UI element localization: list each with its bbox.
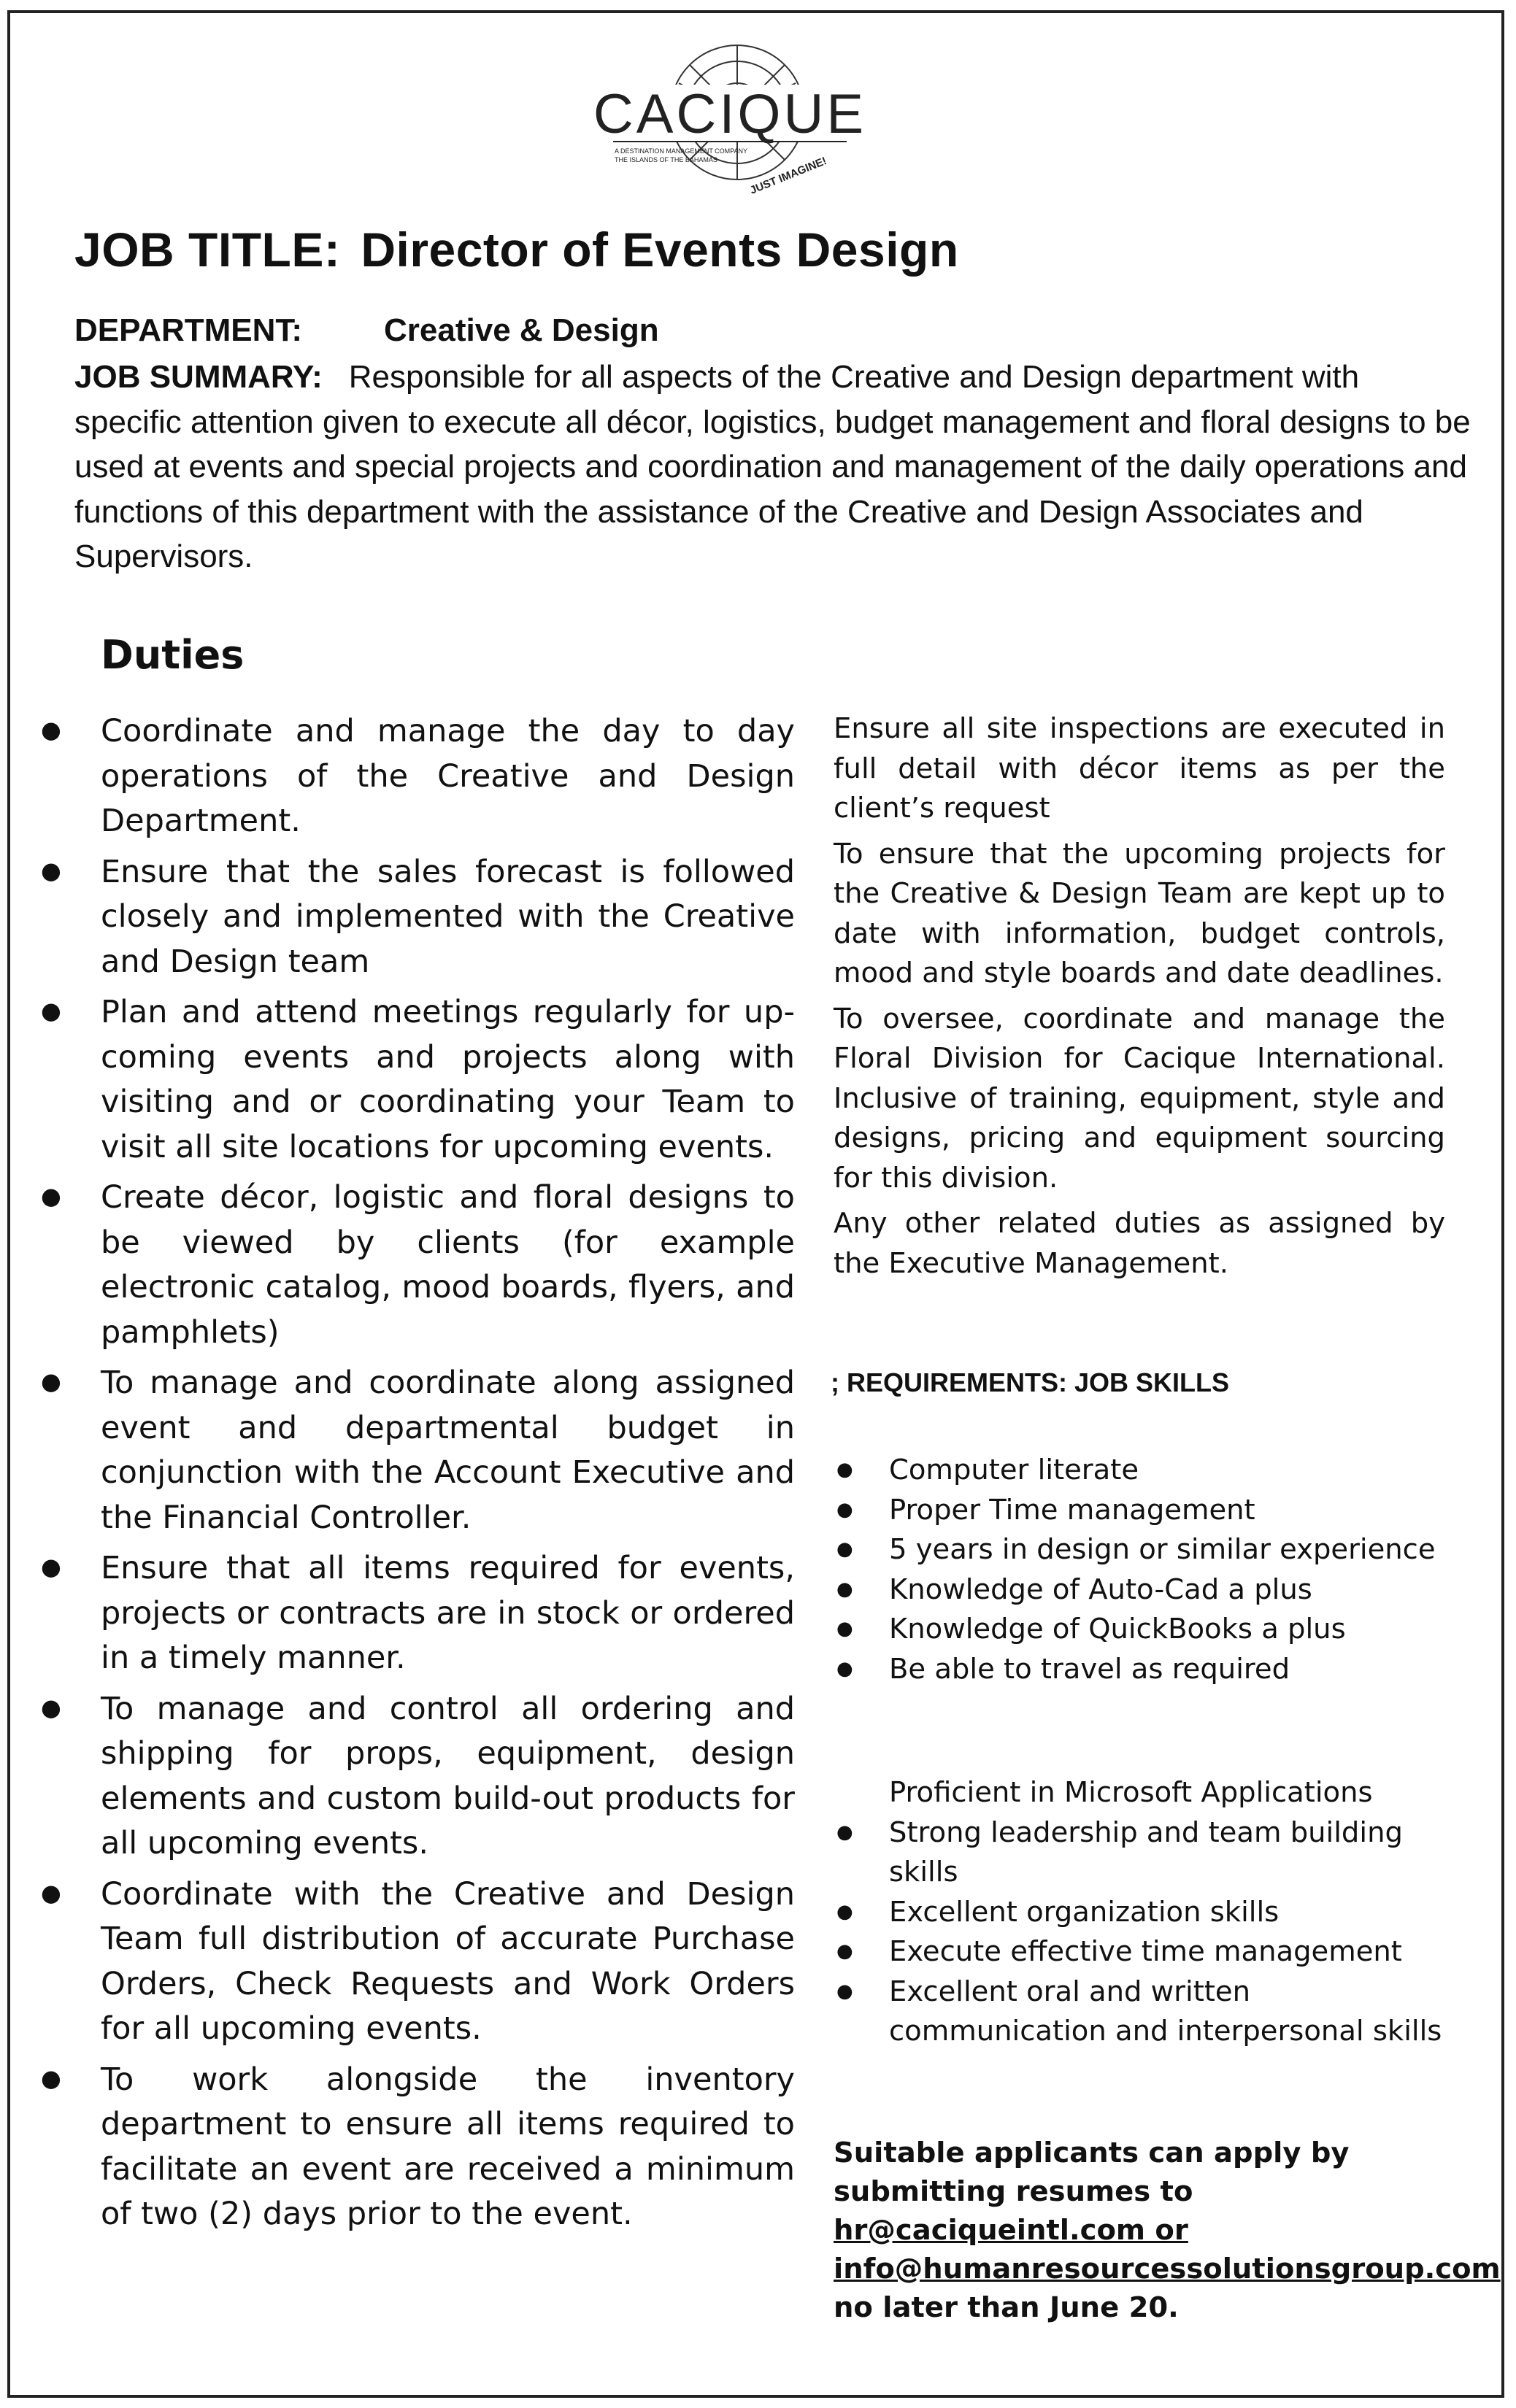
department-row (74, 312, 659, 349)
duty-item: ● To manage and coordinate along assigned event and departmental budget in conjunction with the Account Executive and the Financial Controller. (38, 1361, 795, 1540)
duties-heading: Duties (101, 632, 245, 678)
apply-email-hr-link[interactable]: hr@caciqueintl.com or (834, 2214, 1188, 2247)
apply-text: Suitable applicants can apply by submitting resumes to (834, 2137, 1350, 2208)
skill-item: ● Knowledge of QuickBooks a plus (834, 1610, 1476, 1650)
duty-item: ● Coordinate and manage the day to day operations of the Creative and Design Department. (38, 709, 795, 844)
duty-item: Ensure all site inspections are executed in full detail with décor items as per the client’s request (834, 712, 1445, 825)
duties-list-left (38, 709, 795, 2243)
skill-item: ● Proper Time management (834, 1491, 1476, 1531)
job-title-value: Director of Events Design (361, 223, 959, 277)
requirements-heading: ; REQUIREMENTS: JOB SKILLS (831, 1367, 1230, 1397)
apply-deadline: no later than June 20. (834, 2291, 1179, 2324)
job-title-label: JOB TITLE: (74, 223, 341, 277)
duty-item: ● Coordinate with the Creative and Design Team full distribution of accurate Purchase Orders, Check Requests and Work Orders for all upcoming events. (38, 1872, 795, 2052)
department-value: Creative & Design (384, 312, 659, 348)
job-summary (74, 355, 1472, 579)
logo-tagline-2: THE ISLANDS OF THE BAHAMAS (615, 156, 717, 163)
job-summary-text: Responsible for all aspects of the Creative and Design department with specific attention given to execute all décor, logistics, budget management and floral designs to be used at events and special projects and coordination and management of the daily operations and functions of this department with the assistance of the Creative and Design Associates and Supervisors. (74, 359, 1471, 574)
skill-item: ● Knowledge of Auto-Cad a plus (834, 1570, 1476, 1610)
duty-item: ● Plan and attend meetings regularly for up-coming events and projects along with visiting and or coordinating your Team to visit all site locations for upcoming events. (38, 990, 795, 1170)
duty-item: Any other related duties as assigned by the Executive Management. (834, 1207, 1445, 1280)
duty-item: ● To work alongside the inventory department to ensure all items required to facilitate an event are received a minimum of two (2) days prior to the event. (38, 2058, 795, 2237)
skill-item: ● Strong leadership and team building skills (834, 1813, 1476, 1893)
skills-list-1 (834, 1451, 1476, 1689)
logo-slogan: JUST IMAGINE! (748, 155, 829, 197)
duty-item: ● Ensure that all items required for events, projects or contracts are in stock or ordered in a timely manner. (38, 1546, 795, 1681)
skill-item: Proficient in Microsoft Applications (889, 1776, 1373, 1809)
skill-item: ● 5 years in design or similar experience (834, 1530, 1476, 1570)
skills-list-2 (834, 1773, 1476, 2052)
duty-item: ● Create décor, logistic and floral designs to be viewed by clients (for example electronic catalog, mood boards, flyers, and pamphlets) (38, 1176, 795, 1355)
duty-item: To ensure that the upcoming projects for the Creative & Design Team are kept up to date with information, budget controls, mood and style boards and date deadlines. (834, 837, 1445, 989)
duty-item: To oversee, coordinate and manage the Floral Division for Cacique International. Inclusive of training, equipment, style and designs, pricing and equipment sourcing for this division. (834, 1002, 1445, 1195)
apply-instructions (834, 2134, 1501, 2327)
job-summary-label: JOB SUMMARY: (74, 359, 323, 395)
duty-item: ● Ensure that the sales forecast is followed closely and implemented with the Creative and Design team (38, 850, 795, 985)
skill-item: ● Computer literate (834, 1451, 1476, 1491)
skill-item: ● Excellent organization skills (834, 1893, 1476, 1933)
duty-item: ● To manage and control all ordering and shipping for props, equipment, design elements and custom build-out products for all upcoming events. (38, 1687, 795, 1867)
apply-email-info-link[interactable]: info@humanresourcessolutionsgroup.com (834, 2253, 1501, 2285)
duties-list-right (834, 709, 1445, 1289)
department-label: DEPARTMENT: (74, 312, 303, 348)
company-logo (584, 25, 876, 215)
job-title (74, 222, 959, 277)
skill-item: ● Excellent oral and written communication and interpersonal skills (834, 1972, 1476, 2052)
skill-item: ● Be able to travel as required (834, 1650, 1476, 1690)
skill-item: ● Execute effective time management (834, 1932, 1476, 1972)
logo-wordmark: CACIQUE (593, 83, 867, 145)
logo-tagline-1: A DESTINATION MANAGEMENT COMPANY (615, 147, 748, 155)
